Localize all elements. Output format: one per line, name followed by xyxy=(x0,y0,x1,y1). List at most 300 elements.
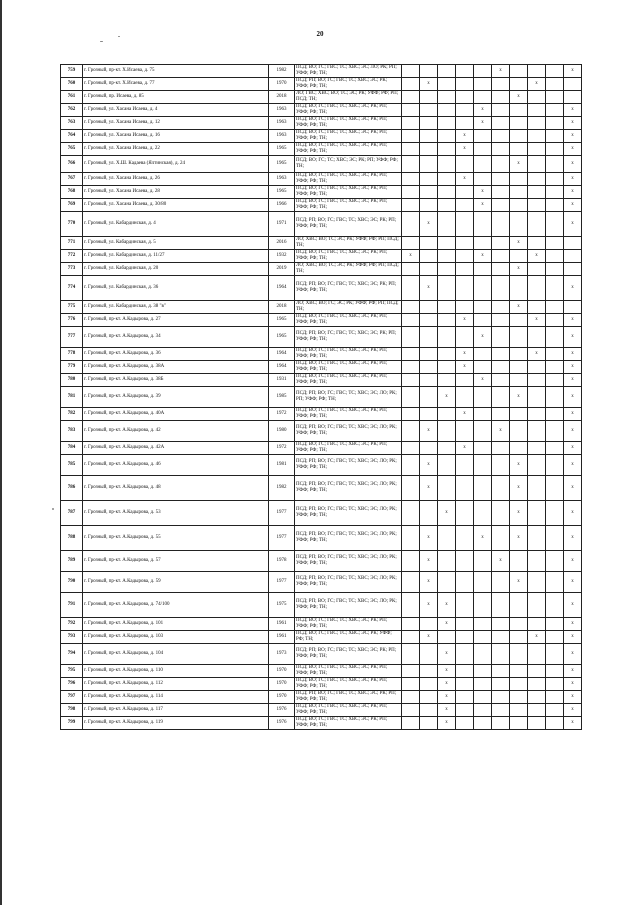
row-mark-cell xyxy=(546,455,564,476)
row-mark-cell: x xyxy=(564,476,582,501)
row-mark-cell xyxy=(402,156,420,173)
row-services: ПСД; РП; ВО; ГС; ГВС; ТС; ХВС; ЭС; РК; РП; УФФ; РФ; ТН; xyxy=(295,691,402,704)
row-mark-cell: x xyxy=(456,348,474,361)
row-mark-cell xyxy=(510,143,528,156)
row-mark-cell xyxy=(456,387,474,408)
row-mark-cell xyxy=(546,361,564,374)
table-row xyxy=(61,263,582,276)
row-services: ПСД; РП; ВО; ГС; ГВС; ТС; ХВС; ЭС; ЛО; РК; УФФ; РФ; ТН; xyxy=(295,526,402,551)
row-mark-cell: x xyxy=(564,348,582,361)
row-services: ПСД; ВО; ГС; ГВС; ТС; ХВС; ЭС; РК; РП; УФФ; РФ; ТН; xyxy=(295,408,402,421)
row-address: г. Грозный, ул. Кабардинская, д. 36 xyxy=(83,276,269,301)
row-mark-cell xyxy=(546,551,564,572)
row-mark-cell xyxy=(456,501,474,526)
row-mark-cell xyxy=(438,374,456,387)
row-services: ПСД; РП; ВО; ГС; ГВС; ТС; ХВС; ЭС; РК; РП; УФФ; РФ; ТН; xyxy=(295,276,402,301)
table-row xyxy=(61,91,582,104)
row-address: г. Грозный, пр-кт. А.Кадырова, д. 74/100 xyxy=(83,593,269,618)
row-mark-cell xyxy=(456,104,474,117)
row-mark-cell xyxy=(474,421,492,442)
row-services: ПСД; ВО; ГС; ГВС; ТС; ХВС; ЭС; РК; РП; УФФ; РФ; ТН; xyxy=(295,442,402,455)
row-mark-cell xyxy=(510,327,528,348)
row-mark-cell xyxy=(420,156,438,173)
row-mark-cell: x xyxy=(564,442,582,455)
scan-speck xyxy=(52,508,54,510)
row-mark-cell xyxy=(474,212,492,237)
row-address: г. Грозный, пр-кт. А.Кадырова, д. 40А xyxy=(83,408,269,421)
row-mark-cell xyxy=(474,301,492,314)
row-mark-cell xyxy=(420,408,438,421)
row-mark-cell xyxy=(402,618,420,631)
row-mark-cell: x xyxy=(564,691,582,704)
scan-edge xyxy=(0,0,2,905)
row-mark-cell xyxy=(456,551,474,572)
row-mark-cell xyxy=(456,327,474,348)
row-mark-cell: x xyxy=(474,250,492,263)
row-mark-cell xyxy=(402,572,420,593)
table-row xyxy=(61,665,582,678)
table-row xyxy=(61,117,582,130)
row-mark-cell: x xyxy=(438,704,456,717)
row-mark-cell xyxy=(456,678,474,691)
row-year: 1965 xyxy=(269,156,295,173)
row-mark-cell: x xyxy=(528,314,546,327)
row-mark-cell: x xyxy=(474,117,492,130)
row-mark-cell xyxy=(510,361,528,374)
row-mark-cell: x xyxy=(564,361,582,374)
row-mark-cell: x xyxy=(420,476,438,501)
row-mark-cell xyxy=(420,501,438,526)
row-number: 799 xyxy=(61,717,83,730)
row-mark-cell xyxy=(402,678,420,691)
row-year: 1985 xyxy=(269,387,295,408)
row-mark-cell xyxy=(402,212,420,237)
row-mark-cell: x xyxy=(438,717,456,730)
row-mark-cell: x xyxy=(456,408,474,421)
row-year: 1965 xyxy=(269,314,295,327)
row-mark-cell xyxy=(528,408,546,421)
row-mark-cell xyxy=(438,572,456,593)
row-mark-cell: x xyxy=(510,301,528,314)
row-mark-cell xyxy=(492,263,510,276)
table-row xyxy=(61,442,582,455)
row-services: ЛО; ХВС; ВО; ТС; ЭС; РК; УФФ; РФ; РП; ПСД; ТН; xyxy=(295,263,402,276)
table-row xyxy=(61,593,582,618)
table-row xyxy=(61,65,582,78)
row-mark-cell: x xyxy=(474,374,492,387)
row-mark-cell xyxy=(438,237,456,250)
row-services: ПСД; РП; ВО; ГС; ГВС; ТС; ХВС; ЭС; РК; РП; УФФ; РФ; ТН; xyxy=(295,212,402,237)
row-year: 2018 xyxy=(269,301,295,314)
row-mark-cell: x xyxy=(420,551,438,572)
row-mark-cell xyxy=(510,250,528,263)
row-mark-cell xyxy=(438,117,456,130)
row-mark-cell xyxy=(510,374,528,387)
row-mark-cell: x xyxy=(564,387,582,408)
row-mark-cell xyxy=(528,455,546,476)
row-mark-cell: x xyxy=(510,156,528,173)
row-mark-cell xyxy=(492,631,510,644)
row-number: 797 xyxy=(61,691,83,704)
row-mark-cell xyxy=(528,173,546,186)
table-row xyxy=(61,314,582,327)
row-mark-cell: x xyxy=(564,593,582,618)
row-mark-cell: x xyxy=(564,665,582,678)
row-mark-cell: x xyxy=(564,717,582,730)
row-mark-cell xyxy=(510,644,528,665)
row-mark-cell: x xyxy=(564,156,582,173)
row-mark-cell xyxy=(402,91,420,104)
row-mark-cell xyxy=(474,91,492,104)
row-mark-cell xyxy=(546,348,564,361)
row-mark-cell xyxy=(456,374,474,387)
row-address: г. Грозный, пр-кт. А.Кадырова, д. 114 xyxy=(83,691,269,704)
row-mark-cell xyxy=(402,455,420,476)
row-mark-cell xyxy=(420,374,438,387)
table-row xyxy=(61,704,582,717)
row-mark-cell: x xyxy=(420,212,438,237)
row-address: г. Грозный, пр-кт. А.Кадырова, д. 39 xyxy=(83,387,269,408)
table-row xyxy=(61,143,582,156)
row-year: 1977 xyxy=(269,572,295,593)
row-mark-cell xyxy=(492,250,510,263)
row-mark-cell: x xyxy=(510,476,528,501)
row-mark-cell xyxy=(528,374,546,387)
row-mark-cell xyxy=(402,173,420,186)
row-number: 775 xyxy=(61,301,83,314)
row-mark-cell: x xyxy=(564,65,582,78)
row-year: 1982 xyxy=(269,476,295,501)
row-number: 794 xyxy=(61,644,83,665)
row-address: г. Грозный, ул. Кабардинская, д. 20 xyxy=(83,263,269,276)
row-mark-cell xyxy=(438,212,456,237)
row-mark-cell: x xyxy=(438,644,456,665)
row-mark-cell xyxy=(474,173,492,186)
row-mark-cell xyxy=(402,314,420,327)
row-services: ПСД; РП; ВО; ГС; ГВС; ТС; ХВС; ЭС; ЛО; РК; УФФ; РФ; ТН; xyxy=(295,476,402,501)
row-mark-cell xyxy=(510,408,528,421)
row-mark-cell xyxy=(528,91,546,104)
row-number: 785 xyxy=(61,455,83,476)
row-mark-cell xyxy=(528,665,546,678)
row-services: ПСД; ВО; ГС; ГВС; ТС; ХВС; ЭС; РК; РП; УФФ; РФ; ТН; xyxy=(295,130,402,143)
row-mark-cell xyxy=(474,618,492,631)
table-row xyxy=(61,421,582,442)
row-mark-cell xyxy=(438,314,456,327)
row-mark-cell xyxy=(510,442,528,455)
row-mark-cell xyxy=(546,408,564,421)
row-mark-cell xyxy=(546,117,564,130)
row-mark-cell xyxy=(420,173,438,186)
row-number: 787 xyxy=(61,501,83,526)
table-row xyxy=(61,348,582,361)
row-mark-cell xyxy=(456,704,474,717)
row-address: г. Грозный, ул. Хасана Исаева, д. 4 xyxy=(83,104,269,117)
row-mark-cell xyxy=(492,327,510,348)
row-mark-cell xyxy=(492,717,510,730)
row-mark-cell xyxy=(402,186,420,199)
row-address: г. Грозный, пр-кт. А.Кадырова, д. 110 xyxy=(83,665,269,678)
row-mark-cell xyxy=(546,593,564,618)
row-address: г. Грозный, ул. Кабардинская, д. 11/27 xyxy=(83,250,269,263)
row-mark-cell xyxy=(474,78,492,91)
row-number: 790 xyxy=(61,572,83,593)
row-number: 784 xyxy=(61,442,83,455)
row-mark-cell xyxy=(474,691,492,704)
row-mark-cell xyxy=(546,237,564,250)
row-mark-cell: x xyxy=(474,327,492,348)
row-mark-cell xyxy=(420,704,438,717)
row-mark-cell xyxy=(420,199,438,212)
row-mark-cell xyxy=(402,374,420,387)
row-mark-cell xyxy=(456,78,474,91)
row-mark-cell xyxy=(510,348,528,361)
row-number: 776 xyxy=(61,314,83,327)
row-mark-cell xyxy=(438,408,456,421)
table-row xyxy=(61,130,582,143)
row-address: г. Грозный, ул. Хасана Исаева, д. 26 xyxy=(83,173,269,186)
row-mark-cell: x xyxy=(564,276,582,301)
row-number: 786 xyxy=(61,476,83,501)
row-mark-cell: x xyxy=(564,421,582,442)
table-row xyxy=(61,374,582,387)
row-services: ПСД; РП; ВО; ГС; ГВС; ТС; ХВС; ЭС; РК; РП; УФФ; РФ; ТН; xyxy=(295,644,402,665)
row-mark-cell xyxy=(492,618,510,631)
row-mark-cell: x xyxy=(528,631,546,644)
row-mark-cell: x xyxy=(564,173,582,186)
buildings-table xyxy=(60,64,582,730)
row-mark-cell xyxy=(474,156,492,173)
row-mark-cell xyxy=(528,421,546,442)
row-year: 1964 xyxy=(269,276,295,301)
table-row xyxy=(61,408,582,421)
row-mark-cell xyxy=(528,130,546,143)
row-mark-cell: x xyxy=(438,501,456,526)
row-address: г. Грозный, пр-кт. А.Кадырова, д. 59 xyxy=(83,572,269,593)
table-row xyxy=(61,717,582,730)
row-services: ПСД; РП; ВО; ГС; ГВС; ТС; ХВС; ЭС; ЛО; РК; УФФ; РФ; ТН; xyxy=(295,455,402,476)
row-mark-cell xyxy=(402,644,420,665)
scan-speck xyxy=(100,41,103,42)
row-services: ПСД; ВО; ГС; ГВС; ТС; ХВС; ЭС; РК; РП; УФФ; РФ; ТН; xyxy=(295,199,402,212)
row-address: г. Грозный, ул. Кабардинская, д. 5 xyxy=(83,237,269,250)
table-row xyxy=(61,455,582,476)
row-mark-cell xyxy=(420,91,438,104)
row-mark-cell xyxy=(402,408,420,421)
row-mark-cell xyxy=(402,327,420,348)
row-mark-cell xyxy=(546,104,564,117)
row-year: 1963 xyxy=(269,130,295,143)
row-mark-cell xyxy=(492,117,510,130)
row-mark-cell xyxy=(510,65,528,78)
row-number: 771 xyxy=(61,237,83,250)
row-mark-cell xyxy=(510,631,528,644)
row-mark-cell xyxy=(438,301,456,314)
row-number: 795 xyxy=(61,665,83,678)
row-mark-cell xyxy=(456,618,474,631)
row-services: ПСД; ВО; ГС; ГВС; ТС; ХВС; ЭС; РК; РП; УФФ; РФ; ТН; xyxy=(295,104,402,117)
row-mark-cell xyxy=(474,551,492,572)
row-mark-cell xyxy=(528,572,546,593)
row-mark-cell xyxy=(402,551,420,572)
row-address: г. Грозный, ул. Хасана Исаева, д. 28 xyxy=(83,186,269,199)
row-number: 760 xyxy=(61,78,83,91)
row-mark-cell xyxy=(510,593,528,618)
row-mark-cell: x xyxy=(438,678,456,691)
row-mark-cell xyxy=(492,678,510,691)
row-mark-cell xyxy=(492,78,510,91)
row-mark-cell xyxy=(528,301,546,314)
row-number: 768 xyxy=(61,186,83,199)
row-year: 1977 xyxy=(269,501,295,526)
row-number: 783 xyxy=(61,421,83,442)
row-year: 1970 xyxy=(269,78,295,91)
row-mark-cell xyxy=(420,678,438,691)
row-mark-cell xyxy=(528,143,546,156)
row-mark-cell xyxy=(456,237,474,250)
row-mark-cell: x xyxy=(564,631,582,644)
row-mark-cell: x xyxy=(510,455,528,476)
row-mark-cell: x xyxy=(564,501,582,526)
row-mark-cell: x xyxy=(420,455,438,476)
row-mark-cell xyxy=(510,212,528,237)
row-mark-cell xyxy=(474,348,492,361)
table-row xyxy=(61,691,582,704)
row-mark-cell: x xyxy=(528,250,546,263)
row-mark-cell xyxy=(420,361,438,374)
row-year: 2019 xyxy=(269,263,295,276)
row-mark-cell xyxy=(402,704,420,717)
row-mark-cell xyxy=(474,678,492,691)
row-mark-cell xyxy=(492,143,510,156)
row-services: ПСД; РП; ВО; ГС; ГВС; ТС; ХВС; ЭС; ЛО; РК; УФФ; РФ; ТН; xyxy=(295,421,402,442)
row-mark-cell xyxy=(492,186,510,199)
row-services: ПСД; ВО; ГС; ГВС; ТС; ХВС; ЭС; РК; РП; УФФ; РФ; ТН; xyxy=(295,250,402,263)
row-mark-cell xyxy=(456,301,474,314)
row-address: г. Грозный, ул. Хасана Исаева, д. 30/80 xyxy=(83,199,269,212)
row-number: 780 xyxy=(61,374,83,387)
row-mark-cell xyxy=(438,276,456,301)
row-mark-cell xyxy=(474,501,492,526)
table-row xyxy=(61,526,582,551)
row-mark-cell xyxy=(402,348,420,361)
row-mark-cell: x xyxy=(564,130,582,143)
row-mark-cell xyxy=(438,263,456,276)
row-number: 769 xyxy=(61,199,83,212)
row-mark-cell: x xyxy=(438,618,456,631)
row-mark-cell xyxy=(528,618,546,631)
row-mark-cell xyxy=(438,476,456,501)
row-mark-cell xyxy=(528,327,546,348)
row-mark-cell xyxy=(510,551,528,572)
row-mark-cell xyxy=(402,104,420,117)
row-mark-cell xyxy=(528,199,546,212)
row-services: ПСД; ВО; ГС; ГВС; ТС; ХВС; ЭС; РК; РП; УФФ; РФ; ТН; xyxy=(295,173,402,186)
row-year: 1970 xyxy=(269,678,295,691)
row-mark-cell xyxy=(492,442,510,455)
row-mark-cell xyxy=(546,130,564,143)
row-mark-cell xyxy=(474,387,492,408)
row-mark-cell xyxy=(402,717,420,730)
row-mark-cell: x xyxy=(510,263,528,276)
row-mark-cell xyxy=(546,501,564,526)
row-address: г. Грозный, пр-кт. А.Кадырова, д. 36 xyxy=(83,348,269,361)
row-mark-cell xyxy=(528,678,546,691)
row-mark-cell xyxy=(546,631,564,644)
row-mark-cell xyxy=(420,442,438,455)
row-mark-cell xyxy=(492,408,510,421)
row-mark-cell: x xyxy=(456,314,474,327)
row-services: ПСД; ВО; ГС; ГВС; ТС; ХВС; ЭС; РК; РП; УФФ; РФ; ТН; xyxy=(295,348,402,361)
row-mark-cell xyxy=(546,301,564,314)
row-year: 1970 xyxy=(269,691,295,704)
row-mark-cell: x xyxy=(420,631,438,644)
table-row xyxy=(61,678,582,691)
row-year: 1965 xyxy=(269,143,295,156)
table-row xyxy=(61,501,582,526)
row-number: 767 xyxy=(61,173,83,186)
row-year: 1961 xyxy=(269,618,295,631)
row-mark-cell xyxy=(474,476,492,501)
row-address: г. Грозный, ул. Х.Ш. Кадаева (Ялтинская), д. 24 xyxy=(83,156,269,173)
row-services: ЛО; ХВС; ВО; ТС; ЭС; РК; УФФ; РФ; РП; ПСД; ТН; xyxy=(295,237,402,250)
row-mark-cell xyxy=(456,717,474,730)
row-mark-cell: x xyxy=(564,526,582,551)
row-mark-cell xyxy=(492,104,510,117)
row-mark-cell: x xyxy=(456,361,474,374)
row-mark-cell xyxy=(438,199,456,212)
row-mark-cell xyxy=(546,572,564,593)
row-address: г. Грозный, ул. Хасана Исаева, д. 22 xyxy=(83,143,269,156)
row-mark-cell xyxy=(546,442,564,455)
row-mark-cell xyxy=(546,212,564,237)
row-mark-cell: x xyxy=(564,572,582,593)
row-mark-cell xyxy=(420,117,438,130)
row-year: 1964 xyxy=(269,361,295,374)
row-mark-cell xyxy=(402,117,420,130)
row-mark-cell xyxy=(528,276,546,301)
row-mark-cell: x xyxy=(492,551,510,572)
row-mark-cell xyxy=(546,644,564,665)
row-mark-cell: x xyxy=(438,665,456,678)
row-mark-cell xyxy=(546,665,564,678)
row-mark-cell xyxy=(474,130,492,143)
row-mark-cell xyxy=(456,691,474,704)
table-row xyxy=(61,250,582,263)
row-mark-cell xyxy=(474,572,492,593)
row-mark-cell: x xyxy=(564,104,582,117)
row-mark-cell xyxy=(402,421,420,442)
row-mark-cell xyxy=(474,455,492,476)
row-number: 770 xyxy=(61,212,83,237)
row-mark-cell xyxy=(492,348,510,361)
row-mark-cell: x xyxy=(528,78,546,91)
row-services: ПСД; ВО; ГС; ГВС; ТС; ХВС; ЭС; ЛО; РК; РП; УФФ; РФ; ТН; xyxy=(295,65,402,78)
row-address: г. Грозный, пр-кт. А.Кадырова, д. 48 xyxy=(83,476,269,501)
row-mark-cell xyxy=(492,173,510,186)
row-mark-cell xyxy=(546,678,564,691)
row-mark-cell xyxy=(402,526,420,551)
row-mark-cell xyxy=(528,644,546,665)
page-number: 20 xyxy=(316,30,324,38)
row-mark-cell: x xyxy=(420,276,438,301)
row-mark-cell xyxy=(510,78,528,91)
row-number: 792 xyxy=(61,618,83,631)
row-mark-cell xyxy=(492,199,510,212)
row-number: 761 xyxy=(61,91,83,104)
row-mark-cell xyxy=(492,501,510,526)
row-mark-cell xyxy=(456,91,474,104)
